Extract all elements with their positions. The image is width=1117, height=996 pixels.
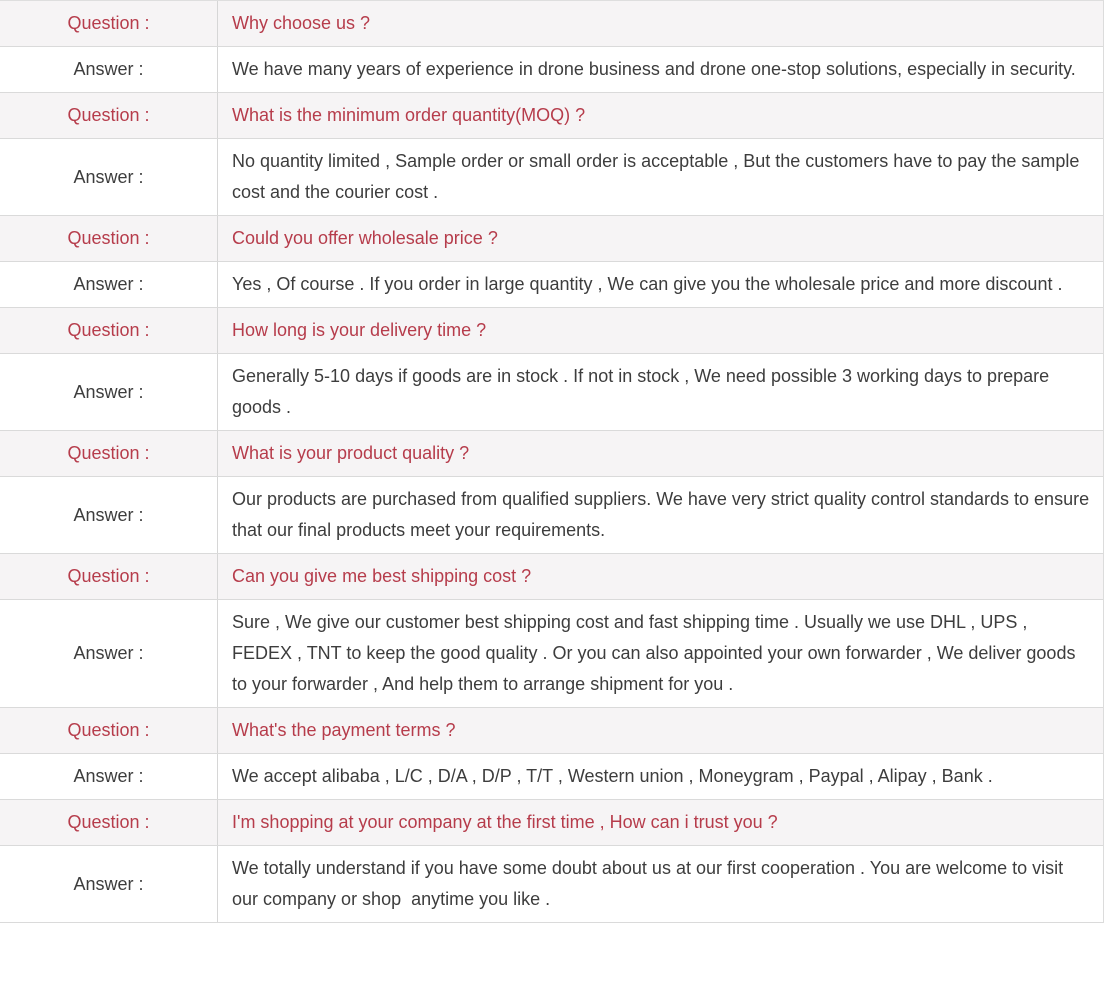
question-text: I'm shopping at your company at the first time , How can i trust you ?: [232, 812, 778, 832]
answer-label: Answer :: [0, 846, 218, 922]
question-row: [0, 554, 1103, 600]
answer-row: [0, 754, 1103, 800]
question-label: Question :: [0, 554, 218, 599]
question-text: What is the minimum order quantity(MOQ) ?: [232, 105, 586, 125]
question-text: Why choose us ?: [232, 13, 371, 33]
answer-label: Answer :: [0, 262, 218, 307]
question-row: [0, 800, 1103, 846]
answer-text: No quantity limited , Sample order or small order is acceptable , But the customers have to pay the sample cost and the courier cost .: [232, 151, 1085, 202]
question-label: Question :: [0, 1, 218, 46]
answer-row: [0, 139, 1103, 216]
answer-row: [0, 354, 1103, 431]
question-label: Question :: [0, 93, 218, 138]
answer-text: Sure , We give our customer best shipping cost and fast shipping time . Usually we use DHL , UPS , FEDEX , TNT to keep the good quality . Or you can also appointed your own forwarder , We deliver goods to your forwarder , And help them to arrange shipment for you .: [232, 612, 1081, 694]
question-label: Question :: [0, 800, 218, 845]
answer-row: [0, 846, 1103, 923]
question-row: [0, 708, 1103, 754]
answer-text: Yes , Of course . If you order in large quantity , We can give you the wholesale price and more discount .: [232, 274, 1063, 294]
question-label: Question :: [0, 216, 218, 261]
question-row: [0, 1, 1103, 47]
question-text: What's the payment terms ?: [232, 720, 456, 740]
answer-label: Answer :: [0, 477, 218, 553]
question-label: Question :: [0, 431, 218, 476]
answer-text: Our products are purchased from qualified suppliers. We have very strict quality control standards to ensure that our final products meet your requirements.: [232, 489, 1095, 540]
answer-label: Answer :: [0, 754, 218, 799]
question-label: Question :: [0, 708, 218, 753]
question-text: Could you offer wholesale price ?: [232, 228, 498, 248]
question-row: [0, 431, 1103, 477]
question-row: [0, 216, 1103, 262]
answer-row: [0, 477, 1103, 554]
answer-row: [0, 47, 1103, 93]
question-label: Question :: [0, 308, 218, 353]
question-row: [0, 308, 1103, 354]
answer-text: We accept alibaba , L/C , D/A , D/P , T/T , Western union , Moneygram , Paypal , Alipay , Bank .: [232, 766, 993, 786]
answer-row: [0, 600, 1103, 708]
answer-text: We have many years of experience in drone business and drone one-stop solutions, especially in security.: [232, 59, 1076, 79]
question-text: How long is your delivery time ?: [232, 320, 487, 340]
answer-text: We totally understand if you have some doubt about us at our first cooperation . You are welcome to visit our company or shop anytime you like .: [232, 858, 1069, 909]
answer-row: [0, 262, 1103, 308]
question-text: Can you give me best shipping cost ?: [232, 566, 532, 586]
answer-text: Generally 5-10 days if goods are in stock . If not in stock , We need possible 3 working days to prepare goods .: [232, 366, 1055, 417]
answer-label: Answer :: [0, 354, 218, 430]
answer-label: Answer :: [0, 139, 218, 215]
question-text: What is your product quality ?: [232, 443, 470, 463]
answer-label: Answer :: [0, 600, 218, 707]
answer-label: Answer :: [0, 47, 218, 92]
question-row: [0, 93, 1103, 139]
